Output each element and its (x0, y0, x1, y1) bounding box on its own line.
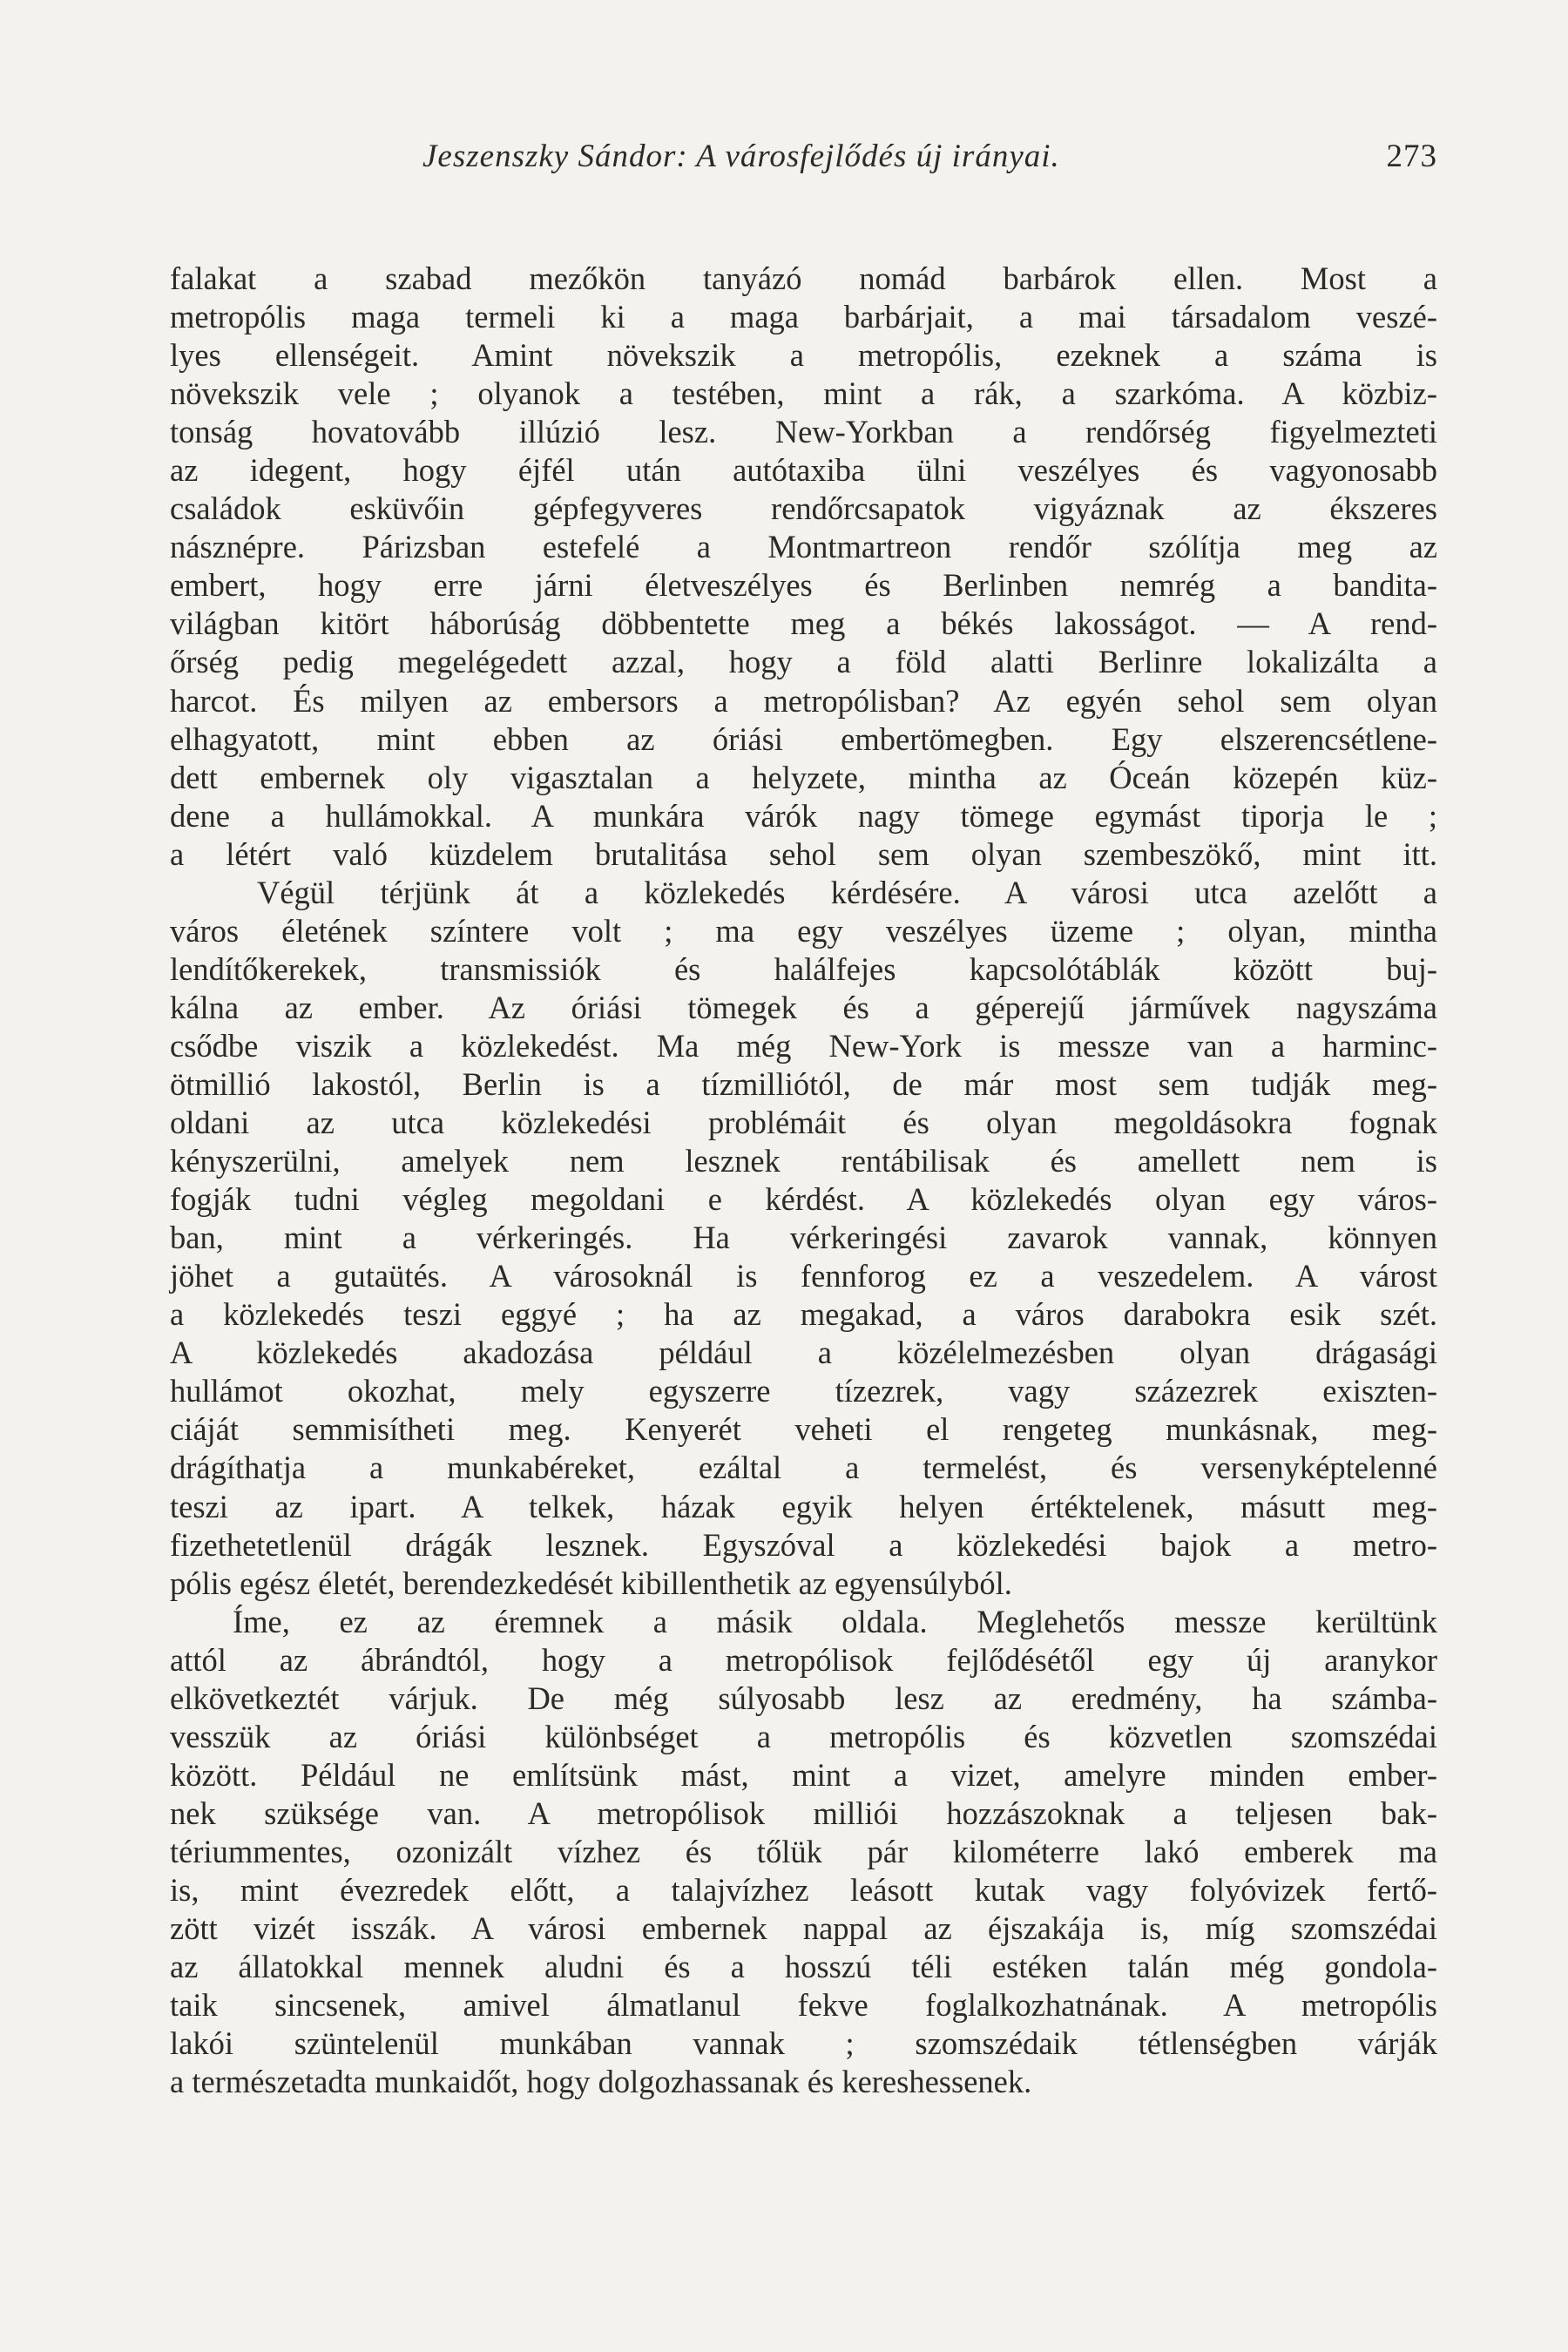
text-line: nek szüksége van. A metropólisok milliói hozzászoknak a teljesen bak- (170, 1794, 1437, 1831)
text-line: drágíthatja a munkabéreket, ezáltal a termelést, és versenyképtelenné (170, 1450, 1437, 1486)
text-line: lendítőkerekek, transmissiók és halálfejes kapcsolótáblák között buj- (170, 950, 1437, 987)
text-line: ötmillió lakostól, Berlin is a tízmilliótól, de már most sem tudják meg- (170, 1065, 1437, 1102)
text-line: az idegent, hogy éjfél után autótaxiba ülni veszélyes és vagyonosabb (170, 452, 1437, 489)
text-line: kálna az ember. Az óriási tömegek és a géperejű járművek nagyszáma (170, 989, 1437, 1025)
text-line: elkövetkeztét várjuk. De még súlyosabb lesz az eredmény, ha számba- (170, 1680, 1437, 1716)
text-line: őrség pedig megelégedett azzal, hogy a föld alatti Berlinre lokalizálta a (170, 644, 1437, 680)
text-line: falakat a szabad mezőkön tanyázó nomád barbárok ellen. Most a (170, 260, 1437, 296)
text-line: Végül térjünk át a közlekedés kérdésére. A városi utca azelőtt a (257, 874, 1437, 910)
text-line: világban kitört háborúság döbbentette meg a békés lakosságot. — A rend- (170, 605, 1437, 642)
text-line: ciáját semmisítheti meg. Kenyerét veheti el rengeteg munkásnak, meg- (170, 1411, 1437, 1448)
text-line: az állatokkal mennek aludni és a hosszú téli estéken talán még gondola- (170, 1949, 1437, 1985)
text-line: zött vizét isszák. A városi embernek nappal az éjszakája is, míg szomszédai (170, 1910, 1437, 1947)
text-line: jöhet a gutaütés. A városoknál is fennforog ez a veszedelem. A várost (170, 1258, 1437, 1294)
running-title: Jeszenszky Sándor: A városfejlődés új irányai. (422, 139, 1060, 174)
text-line: dett embernek oly vigasztalan a helyzete, mintha az Óceán közepén küz- (170, 759, 1437, 795)
text-line: elhagyatott, mint ebben az óriási embertömegben. Egy elszerencsétlene- (170, 720, 1437, 757)
text-line: ban, mint a vérkeringés. Ha vérkeringési zavarok vannak, könnyen (170, 1220, 1437, 1256)
text-line: város életének színtere volt ; ma egy veszélyes üzeme ; olyan, mintha (170, 912, 1437, 949)
page-number: 273 (1386, 139, 1437, 174)
text-line: csődbe viszik a közlekedést. Ma még New-York is messze van a harminc- (170, 1027, 1437, 1064)
text-line: fogják tudni végleg megoldani e kérdést. A közlekedés olyan egy város- (170, 1181, 1437, 1218)
text-line: hullámot okozhat, mely egyszerre tízezrek, vagy százezrek exiszten- (170, 1373, 1437, 1409)
running-head (174, 138, 1437, 190)
text-line: is, mint évezredek előtt, a talajvízhez leásott kutak vagy folyóvizek fertő- (170, 1871, 1437, 1908)
text-line: taik sincsenek, amivel álmatlanul fekve foglalkozhatnának. A metropólis (170, 1987, 1437, 2024)
text-line: a közlekedés teszi eggyé ; ha az megakad, a város darabokra esik szét. (170, 1296, 1437, 1333)
text-line: metropólis maga termeli ki a maga barbárjait, a mai társadalom veszé- (170, 299, 1437, 335)
text-line: fizethetetlenül drágák lesznek. Egyszóval a közlekedési bajok a metro- (170, 1526, 1437, 1563)
text-line: családok esküvőin gépfegyveres rendőrcsapatok vigyáznak az ékszeres (170, 490, 1437, 527)
text-line: pólis egész életét, berendezkedését kibillenthetik az egyensúlyból. (170, 1565, 1012, 1601)
text-line: között. Például ne említsünk mást, mint a vizet, amelyre minden ember- (170, 1756, 1437, 1793)
text-line: harcot. És milyen az embersors a metropólisban? Az egyén sehol sem olyan (170, 682, 1437, 719)
body-text (170, 260, 1437, 2101)
text-line: teszi az ipart. A telkek, házak egyik helyen értéktelenek, másutt meg- (170, 1488, 1437, 1524)
text-line: Íme, ez az éremnek a másik oldala. Meglehetős messze kerültünk (233, 1603, 1437, 1639)
text-line: a létért való küzdelem brutalitása sehol sem olyan szembeszökő, mint itt. (170, 835, 1437, 872)
text-line: oldani az utca közlekedési problémáit és olyan megoldásokra fognak (170, 1105, 1437, 1141)
text-line: tonság hovatovább illúzió lesz. New-Yorkban a rendőrség figyelmezteti (170, 414, 1437, 450)
text-line: kényszerülni, amelyek nem lesznek rentábilisak és amellett nem is (170, 1143, 1437, 1179)
text-line: dene a hullámokkal. A munkára várók nagy tömege egymást tiporja le ; (170, 797, 1437, 834)
text-line: násznépre. Párizsban estefelé a Montmartreon rendőr szólítja meg az (170, 529, 1437, 565)
text-line: lakói szüntelenül munkában vannak ; szomszédaik tétlenségben várják (170, 2025, 1437, 2062)
text-line: tériummentes, ozonizált vízhez és tőlük pár kilométerre lakó emberek ma (170, 1833, 1437, 1869)
text-line: a természetadta munkaidőt, hogy dolgozhassanak és kereshessenek. (170, 2064, 1032, 2100)
text-line: A közlekedés akadozása például a közélelmezésben olyan drágasági (170, 1335, 1437, 1371)
text-line: lyes ellenségeit. Amint növekszik a metropólis, ezeknek a száma is (170, 337, 1437, 374)
text-line: vesszük az óriási különbséget a metropólis és közvetlen szomszédai (170, 1718, 1437, 1754)
text-line: attól az ábrándtól, hogy a metropólisok fejlődésétől egy új aranykor (170, 1641, 1437, 1678)
text-line: növekszik vele ; olyanok a testében, mint a rák, a szarkóma. A közbiz- (170, 375, 1437, 412)
text-line: embert, hogy erre járni életveszélyes és Berlinben nemrég a bandita- (170, 567, 1437, 604)
